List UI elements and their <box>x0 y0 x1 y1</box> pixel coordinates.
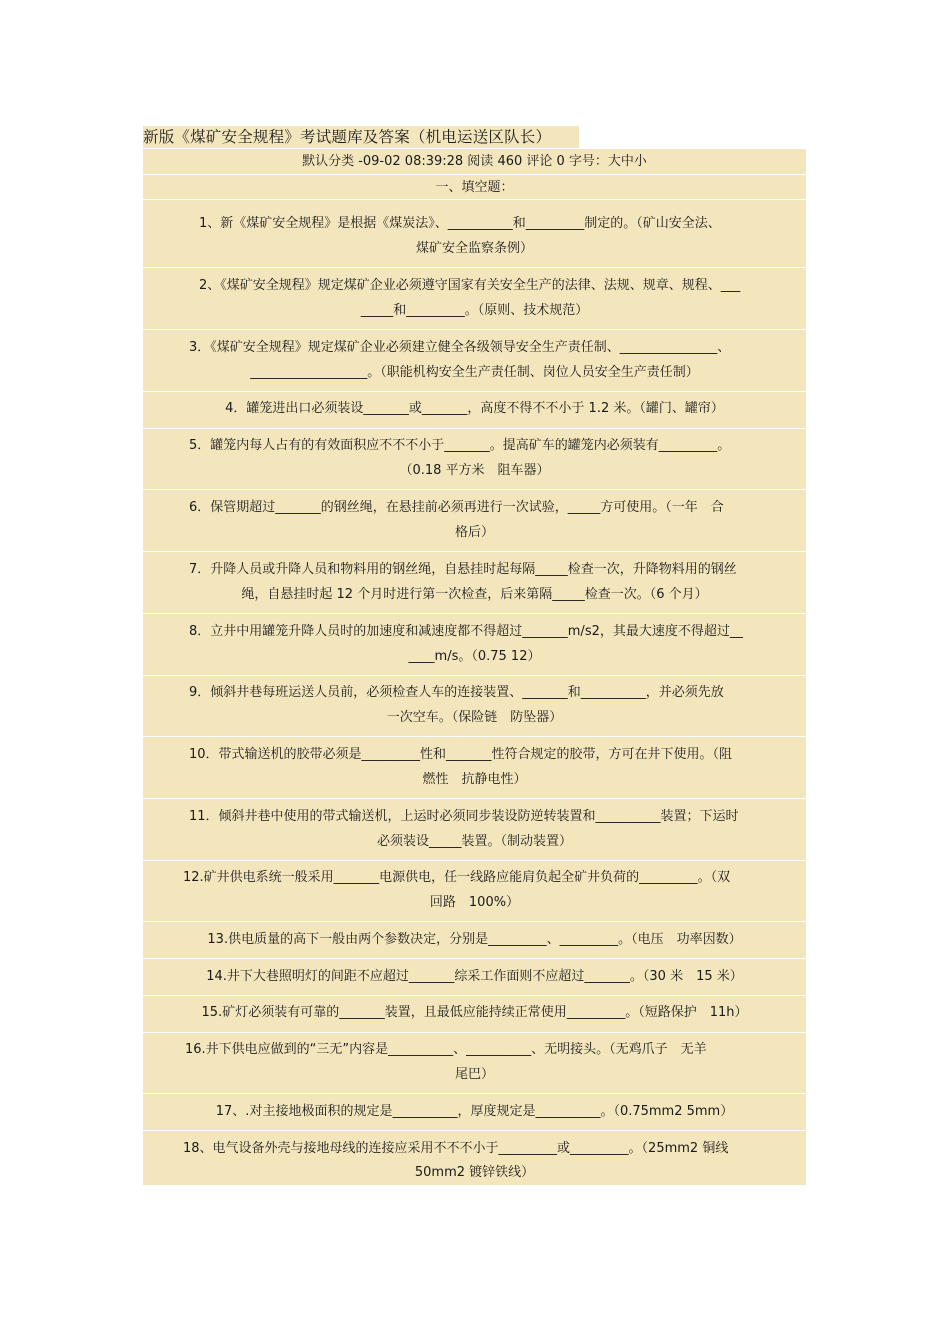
question-15: 15.矿灯必须装有可靠的_______装置，且最低应能持续正常使用_________。（短路保护 11h） <box>201 1005 748 1020</box>
question-6-line-1: 6．保管期超过_______的钢丝绳，在悬挂前必须再进行一次试验，_____方可使用。（一年 合 <box>189 500 724 515</box>
divider <box>143 921 806 922</box>
question-18-line-1: 18、电气设备外壳与接地母线的连接应采用不不不小于_________或_________。（25mm2 铜线 <box>183 1141 729 1156</box>
divider <box>143 613 806 614</box>
divider <box>143 995 806 996</box>
question-16-line-2: 尾巴） <box>454 1067 494 1082</box>
divider <box>143 551 806 552</box>
question-17: 17、.对主接地极面积的规定是__________，厚度规定是__________。（0.75mm2 5mm） <box>215 1104 734 1119</box>
question-5-line-1: 5．罐笼内每人占有的有效面积应不不不小于_______。提高矿车的罐笼内必须装有_________。 <box>189 438 731 453</box>
question-4: 4．罐笼进出口必须装设_______或_______，高度不得不不小于 1.2 米。（罐门、罐帘） <box>225 401 724 416</box>
document-title: 新版《煤矿安全规程》考试题库及答案（机电运送区队长） <box>143 126 579 148</box>
divider <box>143 1130 806 1131</box>
question-1-line-1: 1、新《煤矿安全规程》是根据《煤炭法》、__________和_________制定的。（矿山安全法、 <box>199 216 721 231</box>
question-3-line-2: __________________。（职能机构安全生产责任制、岗位人员安全生产责任制） <box>250 365 699 380</box>
divider <box>143 675 806 676</box>
question-1-line-2: 煤矿安全监察条例） <box>415 241 533 256</box>
question-7-line-1: 7．升降人员或升降人员和物料用的钢丝绳，自悬挂时起每隔_____检查一次，升降物料用的钢丝 <box>189 562 737 577</box>
section-heading: 一、填空题： <box>435 180 514 195</box>
divider <box>143 958 806 959</box>
meta-line: 默认分类 -09-02 08:39:28 阅读 460 评论 0 字号：大中小 <box>302 154 647 169</box>
question-10-line-1: 10．带式输送机的胶带必须是_________性和_______性符合规定的胶带，方可在井下使用。（阻 <box>189 747 733 762</box>
question-16-line-1: 16.井下供电应做到的“三无”内容是__________、__________、无明接头。（无鸡爪子 无羊 <box>185 1042 707 1057</box>
question-11-line-2: 必须装设_____装置。（制动装置） <box>376 834 572 849</box>
question-2-line-1: 2、《煤矿安全规程》规定煤矿企业必须遵守国家有关安全生产的法律、法规、规章、规程、___ <box>199 278 741 293</box>
question-7-line-2: 绳，自悬挂时起 12 个月时进行第一次检查，后来第隔_____检查一次。（6 个月） <box>241 587 708 602</box>
divider <box>143 1093 806 1094</box>
question-12-line-1: 12.矿井供电系统一般采用_______电源供电，任一线路应能肩负起全矿井负荷的_________。（双 <box>183 870 731 885</box>
divider <box>143 199 806 200</box>
question-12-line-2: 回路 100%） <box>429 895 520 910</box>
question-2-line-2: _____和_________。（原则、技术规范） <box>360 303 589 318</box>
question-5-line-2: （0.18 平方米 阻车器） <box>399 463 550 478</box>
divider <box>143 391 806 392</box>
question-11-line-1: 11．倾斜井巷中使用的带式输送机，上运时必须同步装设防逆转装置和__________装置；下运时 <box>189 809 739 824</box>
question-10-line-2: 燃性 抗静电性） <box>422 772 527 787</box>
question-14: 14.井下大巷照明灯的间距不应超过_______综采工作面则不应超过_______。（30 米 15 米） <box>206 969 743 984</box>
question-8-line-1: 8．立井中用罐笼升降人员时的加速度和减速度都不得超过_______m/s2，其最大速度不得超过__ <box>189 624 743 639</box>
question-3-line-1: 3．《煤矿安全规程》规定煤矿企业必须建立健全各级领导安全生产责任制、_______________、 <box>189 340 731 355</box>
content-panel <box>143 149 806 1185</box>
divider <box>143 267 806 268</box>
question-13: 13.供电质量的高下一般由两个参数决定，分别是_________、_________。（电压 功率因数） <box>207 932 742 947</box>
question-8-line-2: ____m/s。（0.75 12） <box>408 649 541 664</box>
divider <box>143 1032 806 1033</box>
question-6-line-2: 格后） <box>454 525 494 540</box>
question-9-line-2: 一次空车。（保险链 防坠器） <box>386 710 563 725</box>
question-18-line-2: 50mm2 镀锌铁线） <box>414 1165 535 1180</box>
divider <box>143 428 806 429</box>
divider <box>143 860 806 861</box>
divider <box>143 489 806 490</box>
divider <box>143 329 806 330</box>
divider <box>143 736 806 737</box>
question-9-line-1: 9．倾斜井巷每班运送人员前，必须检查人车的连接装置、_______和__________，并必须先放 <box>189 685 724 700</box>
divider <box>143 798 806 799</box>
